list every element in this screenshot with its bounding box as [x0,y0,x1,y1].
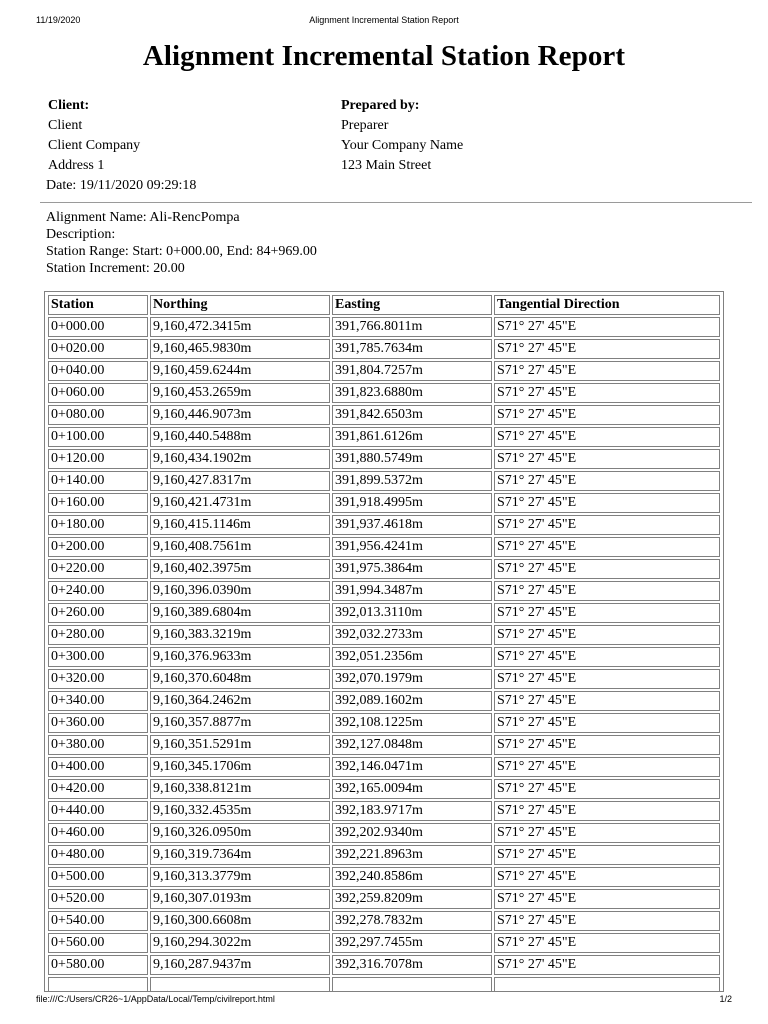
client-address: Address 1 [48,158,105,173]
alignment-meta [46,209,317,277]
direction-cell: S71° 27' 45"E [494,515,720,535]
table-body [48,317,720,992]
station-cell: 0+320.00 [48,669,148,689]
northing-cell: 9,160,389.6804m [150,603,330,623]
client-block [48,96,140,176]
print-footer [0,994,768,1008]
easting-cell: 392,089.1602m [332,691,492,711]
table-row [48,757,720,777]
table-row [48,317,720,337]
report-date: Date: 19/11/2020 09:29:18 [46,178,197,193]
report-title: Alignment Incremental Station Report [142,40,626,72]
northing-cell: 9,160,338.8121m [150,779,330,799]
station-cell: 0+100.00 [48,427,148,447]
easting-cell: 391,937.4618m [332,515,492,535]
northing-cell: 9,160,287.9437m [150,955,330,975]
northing-cell: 9,160,307.0193m [150,889,330,909]
easting-cell: 392,259.8209m [332,889,492,909]
easting-cell: 392,221.8963m [332,845,492,865]
northing-cell: 9,160,434.1902m [150,449,330,469]
northing-cell: 9,160,294.3022m [150,933,330,953]
station-range: Station Range: Start: 0+000.00, End: 84+969.00 [46,244,317,259]
client-name: Client [48,118,83,133]
header-station: Station [48,295,148,315]
direction-cell: S71° 27' 45"E [494,889,720,909]
easting-cell: 391,766.8011m [332,317,492,337]
easting-cell: 392,165.0094m [332,779,492,799]
direction-cell: S71° 27' 45"E [494,735,720,755]
northing-cell: 9,160,396.0390m [150,581,330,601]
direction-cell: S71° 27' 45"E [494,801,720,821]
easting-cell [332,977,492,992]
northing-cell: 9,160,465.9830m [150,339,330,359]
northing-cell: 9,160,402.3975m [150,559,330,579]
direction-cell: S71° 27' 45"E [494,449,720,469]
station-cell: 0+040.00 [48,361,148,381]
direction-cell: S71° 27' 45"E [494,581,720,601]
northing-cell: 9,160,459.6244m [150,361,330,381]
northing-cell: 9,160,345.1706m [150,757,330,777]
direction-cell: S71° 27' 45"E [494,845,720,865]
station-cell: 0+480.00 [48,845,148,865]
easting-cell: 391,994.3487m [332,581,492,601]
direction-cell: S71° 27' 45"E [494,603,720,623]
table-row [48,845,720,865]
easting-cell: 392,240.8586m [332,867,492,887]
station-cell: 0+300.00 [48,647,148,667]
station-cell: 0+460.00 [48,823,148,843]
direction-cell: S71° 27' 45"E [494,361,720,381]
station-cell: 0+500.00 [48,867,148,887]
station-cell: 0+440.00 [48,801,148,821]
direction-cell: S71° 27' 45"E [494,405,720,425]
direction-cell: S71° 27' 45"E [494,757,720,777]
station-cell [48,977,148,992]
northing-cell: 9,160,383.3219m [150,625,330,645]
preparer-name: Preparer [341,118,389,133]
northing-cell: 9,160,313.3779m [150,867,330,887]
table-row [48,603,720,623]
station-table [46,293,722,992]
direction-cell: S71° 27' 45"E [494,713,720,733]
direction-cell: S71° 27' 45"E [494,691,720,711]
table-row [48,581,720,601]
station-cell: 0+520.00 [48,889,148,909]
direction-cell: S71° 27' 45"E [494,471,720,491]
station-cell: 0+140.00 [48,471,148,491]
easting-cell: 391,785.7634m [332,339,492,359]
table-row [48,669,720,689]
table-row [48,625,720,645]
client-heading: Client: [48,98,90,113]
table-row [48,515,720,535]
direction-cell: S71° 27' 45"E [494,647,720,667]
direction-cell: S71° 27' 45"E [494,823,720,843]
header-easting: Easting [332,295,492,315]
table-row [48,383,720,403]
northing-cell: 9,160,300.6608m [150,911,330,931]
station-cell: 0+060.00 [48,383,148,403]
easting-cell: 392,278.7832m [332,911,492,931]
easting-cell: 392,316.7078m [332,955,492,975]
easting-cell: 391,804.7257m [332,361,492,381]
direction-cell: S71° 27' 45"E [494,493,720,513]
easting-cell: 391,842.6503m [332,405,492,425]
client-company: Client Company [48,138,141,153]
northing-cell: 9,160,364.2462m [150,691,330,711]
table-row [48,713,720,733]
direction-cell: S71° 27' 45"E [494,339,720,359]
table-row [48,405,720,425]
divider [40,202,752,203]
table-row [48,691,720,711]
northing-cell: 9,160,453.2659m [150,383,330,403]
easting-cell: 391,899.5372m [332,471,492,491]
prepared-by-heading: Prepared by: [341,98,420,113]
easting-cell: 392,146.0471m [332,757,492,777]
station-table-frame [44,291,724,992]
easting-cell: 391,956.4241m [332,537,492,557]
table-row [48,955,720,975]
table-row [48,647,720,667]
preparer-address: 123 Main Street [341,158,432,173]
northing-cell: 9,160,415.1146m [150,515,330,535]
station-cell: 0+180.00 [48,515,148,535]
station-cell: 0+380.00 [48,735,148,755]
table-row [48,427,720,447]
header-northing: Northing [150,295,330,315]
print-header [0,15,768,29]
page-number: 1/2 [719,994,732,1004]
direction-cell: S71° 27' 45"E [494,427,720,447]
station-cell: 0+400.00 [48,757,148,777]
table-row [48,735,720,755]
print-title: Alignment Incremental Station Report [309,15,459,25]
table-row [48,779,720,799]
northing-cell: 9,160,332.4535m [150,801,330,821]
station-cell: 0+220.00 [48,559,148,579]
preparer-company: Your Company Name [341,138,464,153]
table-row [48,933,720,953]
northing-cell: 9,160,326.0950m [150,823,330,843]
easting-cell: 391,880.5749m [332,449,492,469]
northing-cell: 9,160,376.9633m [150,647,330,667]
direction-cell: S71° 27' 45"E [494,383,720,403]
easting-cell: 392,051.2356m [332,647,492,667]
easting-cell: 392,013.3110m [332,603,492,623]
easting-cell: 392,202.9340m [332,823,492,843]
easting-cell: 392,127.0848m [332,735,492,755]
table-row [48,559,720,579]
table-row [48,911,720,931]
northing-cell [150,977,330,992]
northing-cell: 9,160,319.7364m [150,845,330,865]
table-row [48,889,720,909]
station-cell: 0+020.00 [48,339,148,359]
direction-cell: S71° 27' 45"E [494,867,720,887]
station-cell: 0+340.00 [48,691,148,711]
station-cell: 0+420.00 [48,779,148,799]
direction-cell: S71° 27' 45"E [494,559,720,579]
station-cell: 0+080.00 [48,405,148,425]
station-cell: 0+120.00 [48,449,148,469]
easting-cell: 391,823.6880m [332,383,492,403]
northing-cell: 9,160,351.5291m [150,735,330,755]
print-date: 11/19/2020 [36,15,81,25]
prepared-by-block [341,96,463,176]
easting-cell: 392,108.1225m [332,713,492,733]
file-path: file:///C:/Users/CR26~1/AppData/Local/Temp/civilreport.html [36,994,275,1004]
table-row [48,339,720,359]
easting-cell: 391,975.3864m [332,559,492,579]
station-cell: 0+360.00 [48,713,148,733]
table-row [48,493,720,513]
station-cell: 0+560.00 [48,933,148,953]
northing-cell: 9,160,472.3415m [150,317,330,337]
table-row [48,537,720,557]
station-increment: Station Increment: 20.00 [46,261,185,276]
station-cell: 0+000.00 [48,317,148,337]
table-row [48,867,720,887]
table-row [48,361,720,381]
station-cell: 0+160.00 [48,493,148,513]
alignment-name: Alignment Name: Ali-RencPompa [46,210,240,225]
table-header-row [48,295,720,315]
direction-cell: S71° 27' 45"E [494,933,720,953]
station-cell: 0+240.00 [48,581,148,601]
direction-cell: S71° 27' 45"E [494,625,720,645]
station-cell: 0+540.00 [48,911,148,931]
direction-cell: S71° 27' 45"E [494,911,720,931]
northing-cell: 9,160,421.4731m [150,493,330,513]
direction-cell: S71° 27' 45"E [494,779,720,799]
easting-cell: 392,032.2733m [332,625,492,645]
easting-cell: 392,070.1979m [332,669,492,689]
station-cell: 0+580.00 [48,955,148,975]
easting-cell: 391,861.6126m [332,427,492,447]
alignment-description: Description: [46,227,116,242]
easting-cell: 392,297.7455m [332,933,492,953]
station-cell: 0+260.00 [48,603,148,623]
direction-cell: S71° 27' 45"E [494,317,720,337]
table-row [48,449,720,469]
station-cell: 0+200.00 [48,537,148,557]
northing-cell: 9,160,370.6048m [150,669,330,689]
direction-cell: S71° 27' 45"E [494,537,720,557]
direction-cell: S71° 27' 45"E [494,669,720,689]
easting-cell: 392,183.9717m [332,801,492,821]
table-row [48,977,720,992]
northing-cell: 9,160,446.9073m [150,405,330,425]
northing-cell: 9,160,357.8877m [150,713,330,733]
direction-cell: S71° 27' 45"E [494,955,720,975]
northing-cell: 9,160,408.7561m [150,537,330,557]
northing-cell: 9,160,440.5488m [150,427,330,447]
table-row [48,801,720,821]
table-row [48,471,720,491]
northing-cell: 9,160,427.8317m [150,471,330,491]
direction-cell [494,977,720,992]
header-tangential-direction: Tangential Direction [494,295,720,315]
easting-cell: 391,918.4995m [332,493,492,513]
station-cell: 0+280.00 [48,625,148,645]
table-row [48,823,720,843]
